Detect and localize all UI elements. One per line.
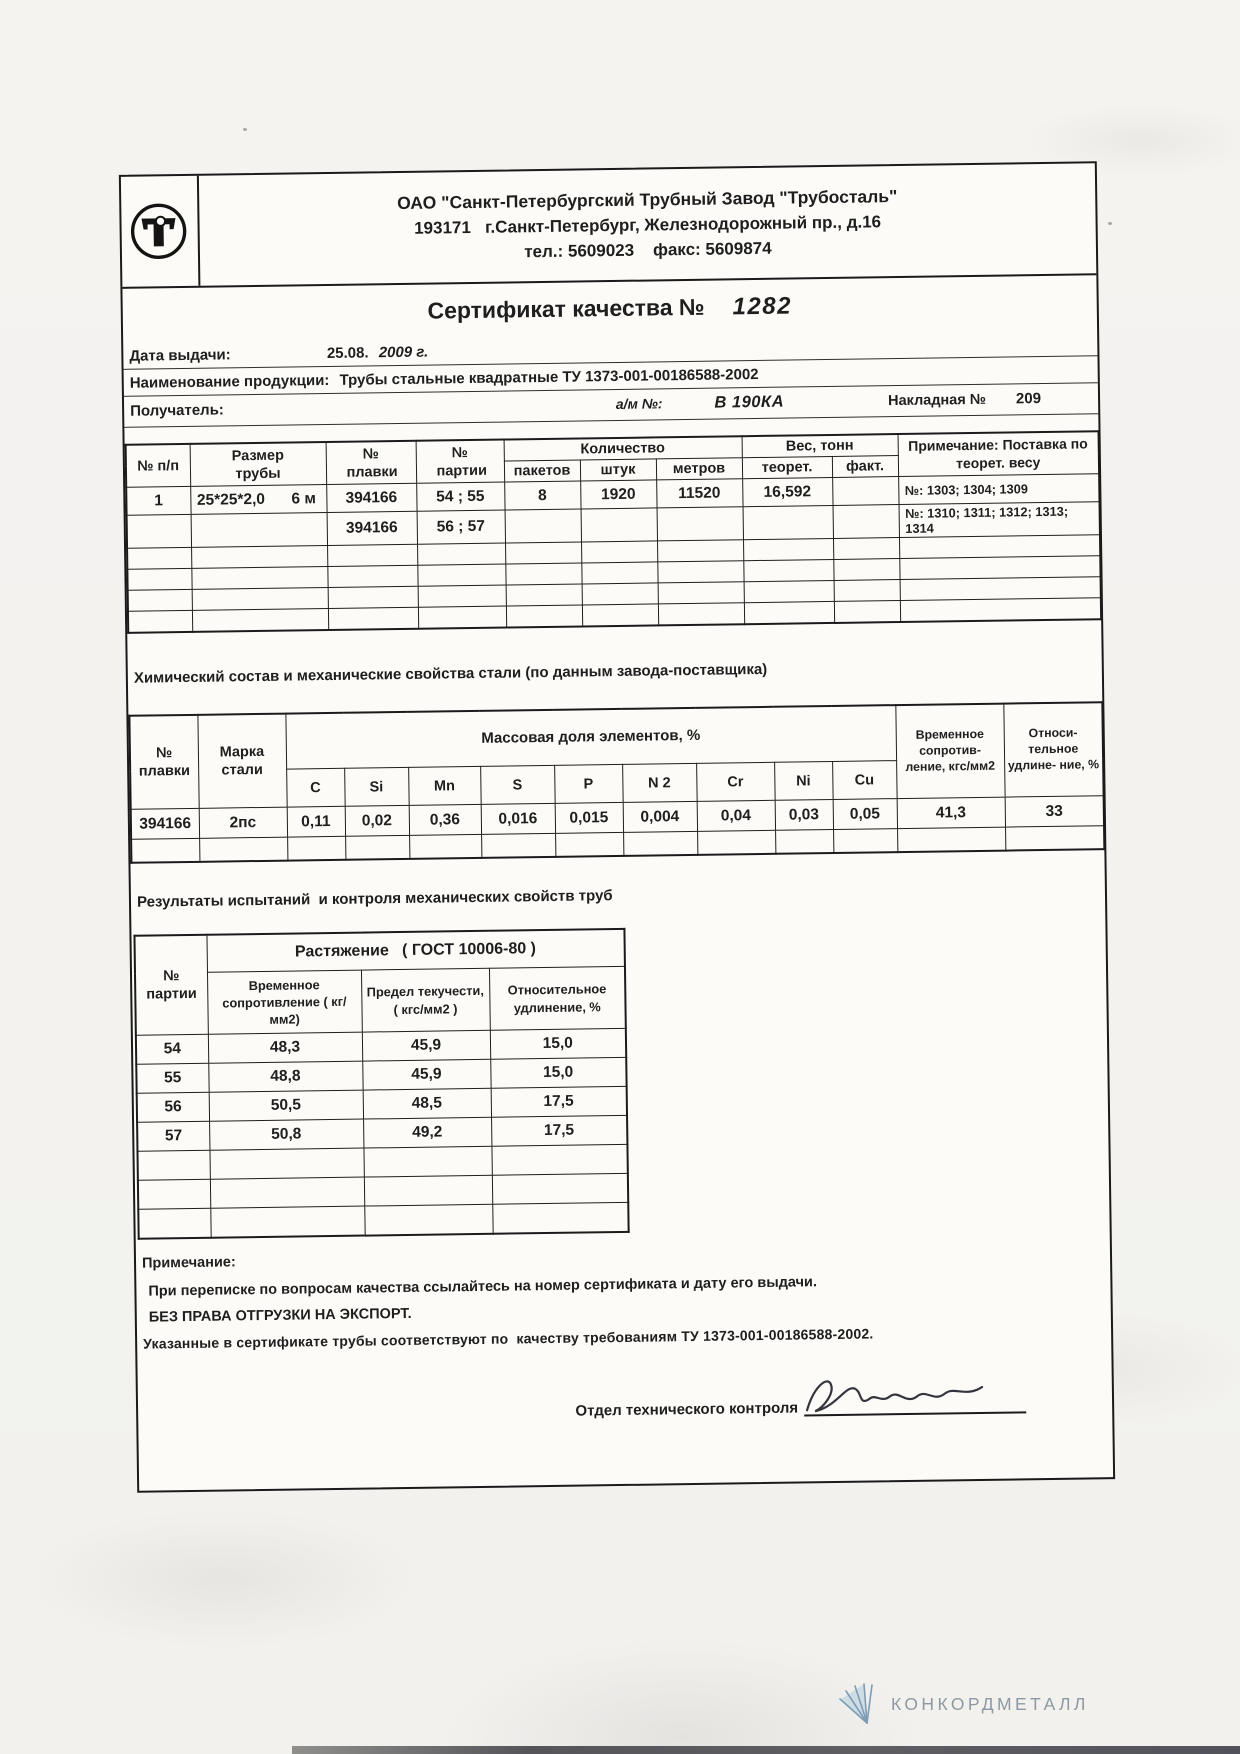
chemical-table [128,701,1105,864]
receiver-label: Получатель: [130,401,224,420]
cell-batch: 56 ; 57 [417,510,505,544]
cell-yield: 45,9 [362,1060,490,1091]
scan-speck [1108,222,1112,225]
scan-speck [243,128,247,131]
cell-strength: 50,8 [209,1119,363,1150]
company-name: ОАО "Санкт-Петербургский Трубный Завод "Трубосталь" [396,185,898,213]
col-header-element-c: C [286,769,345,808]
trubostal-logo-icon [129,202,188,261]
chem-section-title: Химический состав и механические свойства стали (по данным завода-поставщика) [133,660,768,687]
pipe-size: 25*25*2,0 [196,490,266,509]
col-header-fact: факт. [832,456,898,478]
col-header-element-mn: Mn [408,767,481,806]
cell-elongation: 15,0 [490,1058,626,1089]
cell-strength: 48,3 [208,1032,362,1063]
cell-yield: 49,2 [363,1118,491,1149]
factory-logo-cell [121,176,201,287]
signature-autograph-icon [800,1368,997,1423]
cell-packs [505,509,581,543]
cell-theor [743,506,833,540]
cell-yield: 48,5 [363,1089,491,1120]
cell-fact [833,505,899,539]
col-header-tension-group: Растяжение ( ГОСТ 10006-80 ) [206,929,624,973]
col-header-element-n2: N 2 [622,764,697,803]
cell-p: 0,015 [555,803,623,834]
scanner-edge-artifact [292,1746,1240,1754]
col-header-element-cu: Cu [832,761,897,800]
col-header-element-p: P [554,765,623,804]
cell-size [191,513,327,548]
cell-pieces [581,508,657,542]
issue-date-label: Дата выдачи: [129,346,231,365]
signature-label: Отдел технического контроля [575,1399,799,1420]
company-info [199,163,1096,285]
issue-date-value: 25.08. [326,344,369,363]
col-header-heat: № плавки [129,715,198,810]
waybill-value: 209 [1015,390,1042,408]
cell-heat: 394166 [326,484,416,513]
col-header-element-s: S [480,766,555,805]
col-header-size: Размер трубы [190,442,327,487]
cell-cu: 0,05 [833,799,897,830]
vehicle-number-value: В 190КА [714,392,785,412]
waybill-label: Накладная № [887,391,987,410]
col-header-batch: № партии [134,934,207,1035]
cell-elongation: 33 [1005,796,1104,827]
col-header-pp: № п/п [126,444,191,488]
col-header-elongation: Относительное удлинение, % [489,967,626,1031]
vehicle-number-label: а/м №: [615,395,663,412]
col-header-weight: Вес, тонн [742,434,898,458]
cell-note: №: 1310; 1311; 1312; 1313; 1314 [899,502,1100,538]
col-header-note: Примечание: Поставка по теорет. весу [898,431,1100,477]
cell-strength: 41,3 [897,797,1005,829]
col-header-meters: метров [656,458,742,480]
notes-block [136,1242,1111,1352]
col-header-batch: № партии [416,440,505,484]
cell-yield: 45,9 [362,1031,490,1062]
company-phone-fax: тел.: 5609023 факс: 5609874 [524,238,772,261]
col-header-grade: Марка стали [197,713,286,808]
shipment-table [125,430,1103,633]
cell-strength: 50,5 [209,1090,363,1121]
col-header-heat: № плавки [326,441,417,485]
cell-fact [832,477,898,506]
company-address: 193171 г.Санкт-Петербург, Железнодорожный пр., д.16 [413,211,882,238]
certificate-title: Сертификат качества № [427,293,705,324]
col-header-tensile-strength: Временное сопротив- ление, кгс/мм2 [895,703,1004,798]
concordmetal-brand-text: КОНКОРДМЕТАЛЛ [891,1693,1089,1714]
cell-c: 0,11 [287,807,345,838]
col-header-element-ni: Ni [774,762,833,801]
signature-row [138,1374,1112,1426]
cell-theor: 16,592 [742,478,832,507]
cell-heat: 394166 [327,512,417,546]
cell-packs: 8 [504,481,580,510]
certificate-number: 1282 [732,292,793,321]
issue-date-year: 2009 г. [378,343,429,362]
notes-line-no-export: БЕЗ ПРАВА ОТГРУЗКИ НА ЭКСПОРТ. [148,1305,412,1326]
cell-n2: 0,004 [623,802,697,833]
notes-line-conformance: Указанные в сертификате трубы соответствуют по качеству требованиям ТУ 1373-001-00186588-2002. [143,1325,874,1352]
cell-pp: 1 [126,487,190,516]
certificate-document [119,161,1115,1493]
cell-mn: 0,36 [409,805,481,836]
cell-ni: 0,03 [775,800,833,831]
cell-note: №: 1303; 1304; 1309 [898,474,1099,505]
cell-size [190,485,326,515]
notes-line-correspondence: При переписке по вопросам качества ссылайтесь на номер сертификата и дату его выдачи. [148,1274,818,1300]
col-header-element-si: Si [344,768,409,807]
col-header-elongation: Относи- тельное удлине- ние, % [1003,702,1103,797]
cell-batch: 57 [137,1121,209,1151]
cell-elongation: 17,5 [491,1087,627,1118]
col-header-element-cr: Cr [696,763,775,802]
cell-s: 0,016 [481,804,555,835]
cell-strength: 48,8 [208,1061,362,1092]
col-header-quantity: Количество [504,436,742,461]
col-header-theor: теорет. [742,457,832,479]
signature-line [804,1375,1027,1416]
col-header-yield-strength: Предел текучести, ( кгс/мм2 ) [361,969,490,1033]
cell-heat: 394166 [131,809,199,840]
col-header-mass-fraction: Массовая доля элементов, % [285,705,896,770]
document-header [121,163,1096,289]
cell-batch: 54 [136,1034,208,1064]
cell-meters: 11520 [656,479,742,508]
cell-batch: 56 [137,1092,209,1122]
results-section-title: Результаты испытаний и контроля механических свойств труб [136,886,613,911]
product-label: Наименование продукции: [129,371,330,392]
notes-label: Примечание: [141,1254,236,1272]
cell-elongation: 17,5 [491,1116,627,1147]
cell-grade: 2пс [199,807,287,838]
concordmetal-logo-icon [836,1682,878,1726]
pipe-length: 6 м [291,489,317,508]
cell-pp [127,515,191,549]
cell-cr: 0,04 [697,801,775,832]
product-value: Трубы стальные квадратные ТУ 1373-001-00186588-2002 [339,365,759,389]
cell-batch: 55 [136,1063,208,1093]
tensile-table [133,928,629,1240]
cell-pieces: 1920 [580,480,656,509]
col-header-tensile-strength: Временное сопротивление ( кг/мм2) [207,970,362,1034]
cell-meters [657,507,743,541]
cell-si: 0,02 [345,806,409,837]
concordmetal-brand [836,1682,1089,1726]
col-header-pieces: штук [580,459,656,481]
table-row-empty [138,1203,628,1239]
cell-batch: 54 ; 55 [416,482,504,511]
cell-elongation: 15,0 [490,1029,626,1060]
col-header-packs: пакетов [504,460,580,482]
